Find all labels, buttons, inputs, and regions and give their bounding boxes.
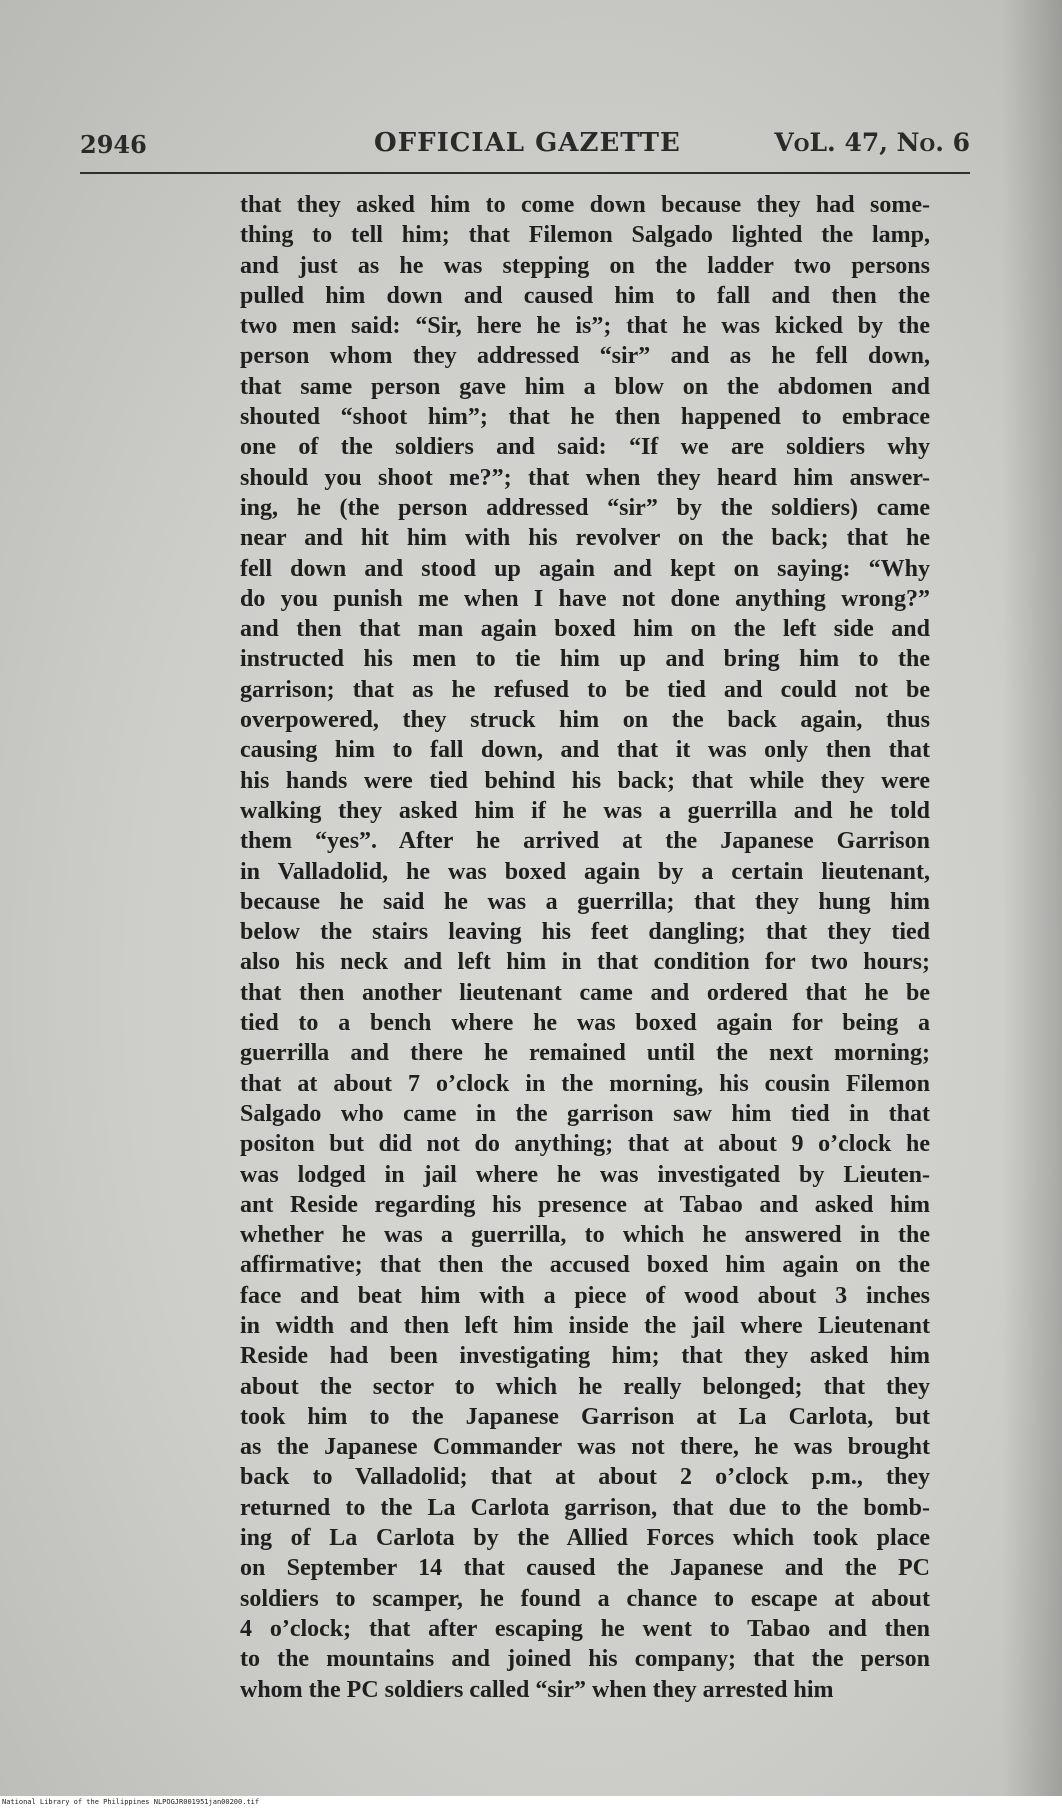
text-line: causing him to fall down, and that it was only then that (240, 737, 930, 764)
text-line: in width and then left him inside the jail where Lieutenant (240, 1312, 930, 1339)
body-text (240, 190, 930, 1705)
text-line: that they asked him to come down because they had some- (240, 192, 930, 218)
text-line: ing of La Carlota by the Allied Forces which took place (240, 1525, 930, 1552)
text-line: near and hit him with his revolver on the back; that he (240, 525, 930, 552)
text-line: tied to a bench where he was boxed again for being a (240, 1010, 930, 1037)
text-line: on September 14 that caused the Japanese and the PC (240, 1555, 930, 1582)
text-line: affirmative; that then the accused boxed him again on the (240, 1252, 930, 1279)
text-line: whom the PC soldiers called “sir” when they arrested him (240, 1676, 834, 1703)
text-line: fell down and stood up again and kept on saying: “Why (240, 555, 930, 582)
text-line: was lodged in jail where he was investigated by Lieuten- (240, 1161, 930, 1188)
scan-footer-text (2, 1796, 259, 1808)
text-line: soldiers to scamper, he found a chance to escape at about (240, 1585, 930, 1612)
text-line: them “yes”. After he arrived at the Japanese Garrison (240, 828, 930, 855)
text-line: Reside had been investigating him; that they asked him (240, 1343, 930, 1370)
text-line: one of the soldiers and said: “If we are soldiers why (240, 434, 930, 461)
text-line: returned to the La Carlota garrison, that due to the bomb- (240, 1494, 930, 1521)
text-line: walking they asked him if he was a guerrilla and he told (240, 797, 930, 824)
scan-footer (0, 1796, 1062, 1808)
header-rule (80, 172, 970, 174)
text-line: back to Valladolid; that at about 2 o’clock p.m., they (240, 1464, 930, 1491)
text-line: 4 o’clock; that after escaping he went to Tabao and then (240, 1615, 930, 1642)
text-line: whether he was a guerrilla, to which he answered in the (240, 1222, 930, 1249)
footer-file: NLPOGJR001951jan00200.tif (153, 1798, 260, 1806)
text-line: about the sector to which he really belonged; that they (240, 1373, 930, 1400)
text-line: person whom they addressed “sir” and as he fell down, (240, 343, 930, 370)
text-line: Salgado who came in the garrison saw him tied in that (240, 1100, 930, 1127)
text-line: shouted “shoot him”; that he then happened to embrace (240, 404, 930, 431)
text-line: instructed his men to tie him up and bring him to the (240, 646, 930, 673)
volume-number: VoL. 47, No. 6 (774, 128, 970, 157)
text-line: should you shoot me?”; that when they heard him answer- (240, 464, 930, 491)
text-line: also his neck and left him in that condition for two hours; (240, 949, 930, 976)
text-line: his hands were tied behind his back; that while they were (240, 767, 930, 794)
text-line: and then that man again boxed him on the left side and (240, 616, 930, 643)
page-number: 2946 (80, 130, 147, 159)
text-line: that same person gave him a blow on the abdomen and (240, 373, 930, 400)
text-line: pulled him down and caused him to fall and then the (240, 282, 930, 309)
text-line: ant Reside regarding his presence at Tabao and asked him (240, 1191, 930, 1218)
footer-source: National Library of the Philippines (2, 1798, 150, 1806)
text-line: guerrilla and there he remained until the next morning; (240, 1040, 930, 1067)
text-line: as the Japanese Commander was not there, he was brought (240, 1434, 930, 1461)
text-line: in Valladolid, he was boxed again by a certain lieutenant, (240, 858, 930, 885)
publication-title: OFFICIAL GAZETTE (374, 128, 681, 158)
text-line: took him to the Japanese Garrison at La Carlota, but (240, 1403, 930, 1430)
text-line: overpowered, they struck him on the back again, thus (240, 707, 930, 734)
text-line: positon but did not do anything; that at about 9 o’clock he (240, 1131, 930, 1158)
text-line: two men said: “Sir, here he is”; that he was kicked by the (240, 313, 930, 340)
text-line: to the mountains and joined his company; that the person (240, 1646, 930, 1673)
text-line: because he said he was a guerrilla; that they hung him (240, 888, 930, 915)
text-line: ing, he (the person addressed “sir” by the soldiers) came (240, 494, 930, 521)
text-line: below the stairs leaving his feet dangling; that they tied (240, 919, 930, 946)
text-line: face and beat him with a piece of wood about 3 inches (240, 1282, 930, 1309)
text-line: and just as he was stepping on the ladder two persons (240, 252, 930, 279)
page-header (80, 126, 970, 166)
page-edge-shadow (1002, 0, 1062, 1796)
text-line: garrison; that as he refused to be tied and could not be (240, 676, 930, 703)
text-line: thing to tell him; that Filemon Salgado lighted the lamp, (240, 222, 930, 249)
text-line: that at about 7 o’clock in the morning, his cousin Filemon (240, 1070, 930, 1097)
text-line: that then another lieutenant came and ordered that he be (240, 979, 930, 1006)
text-line: do you punish me when I have not done anything wrong?” (240, 585, 930, 612)
